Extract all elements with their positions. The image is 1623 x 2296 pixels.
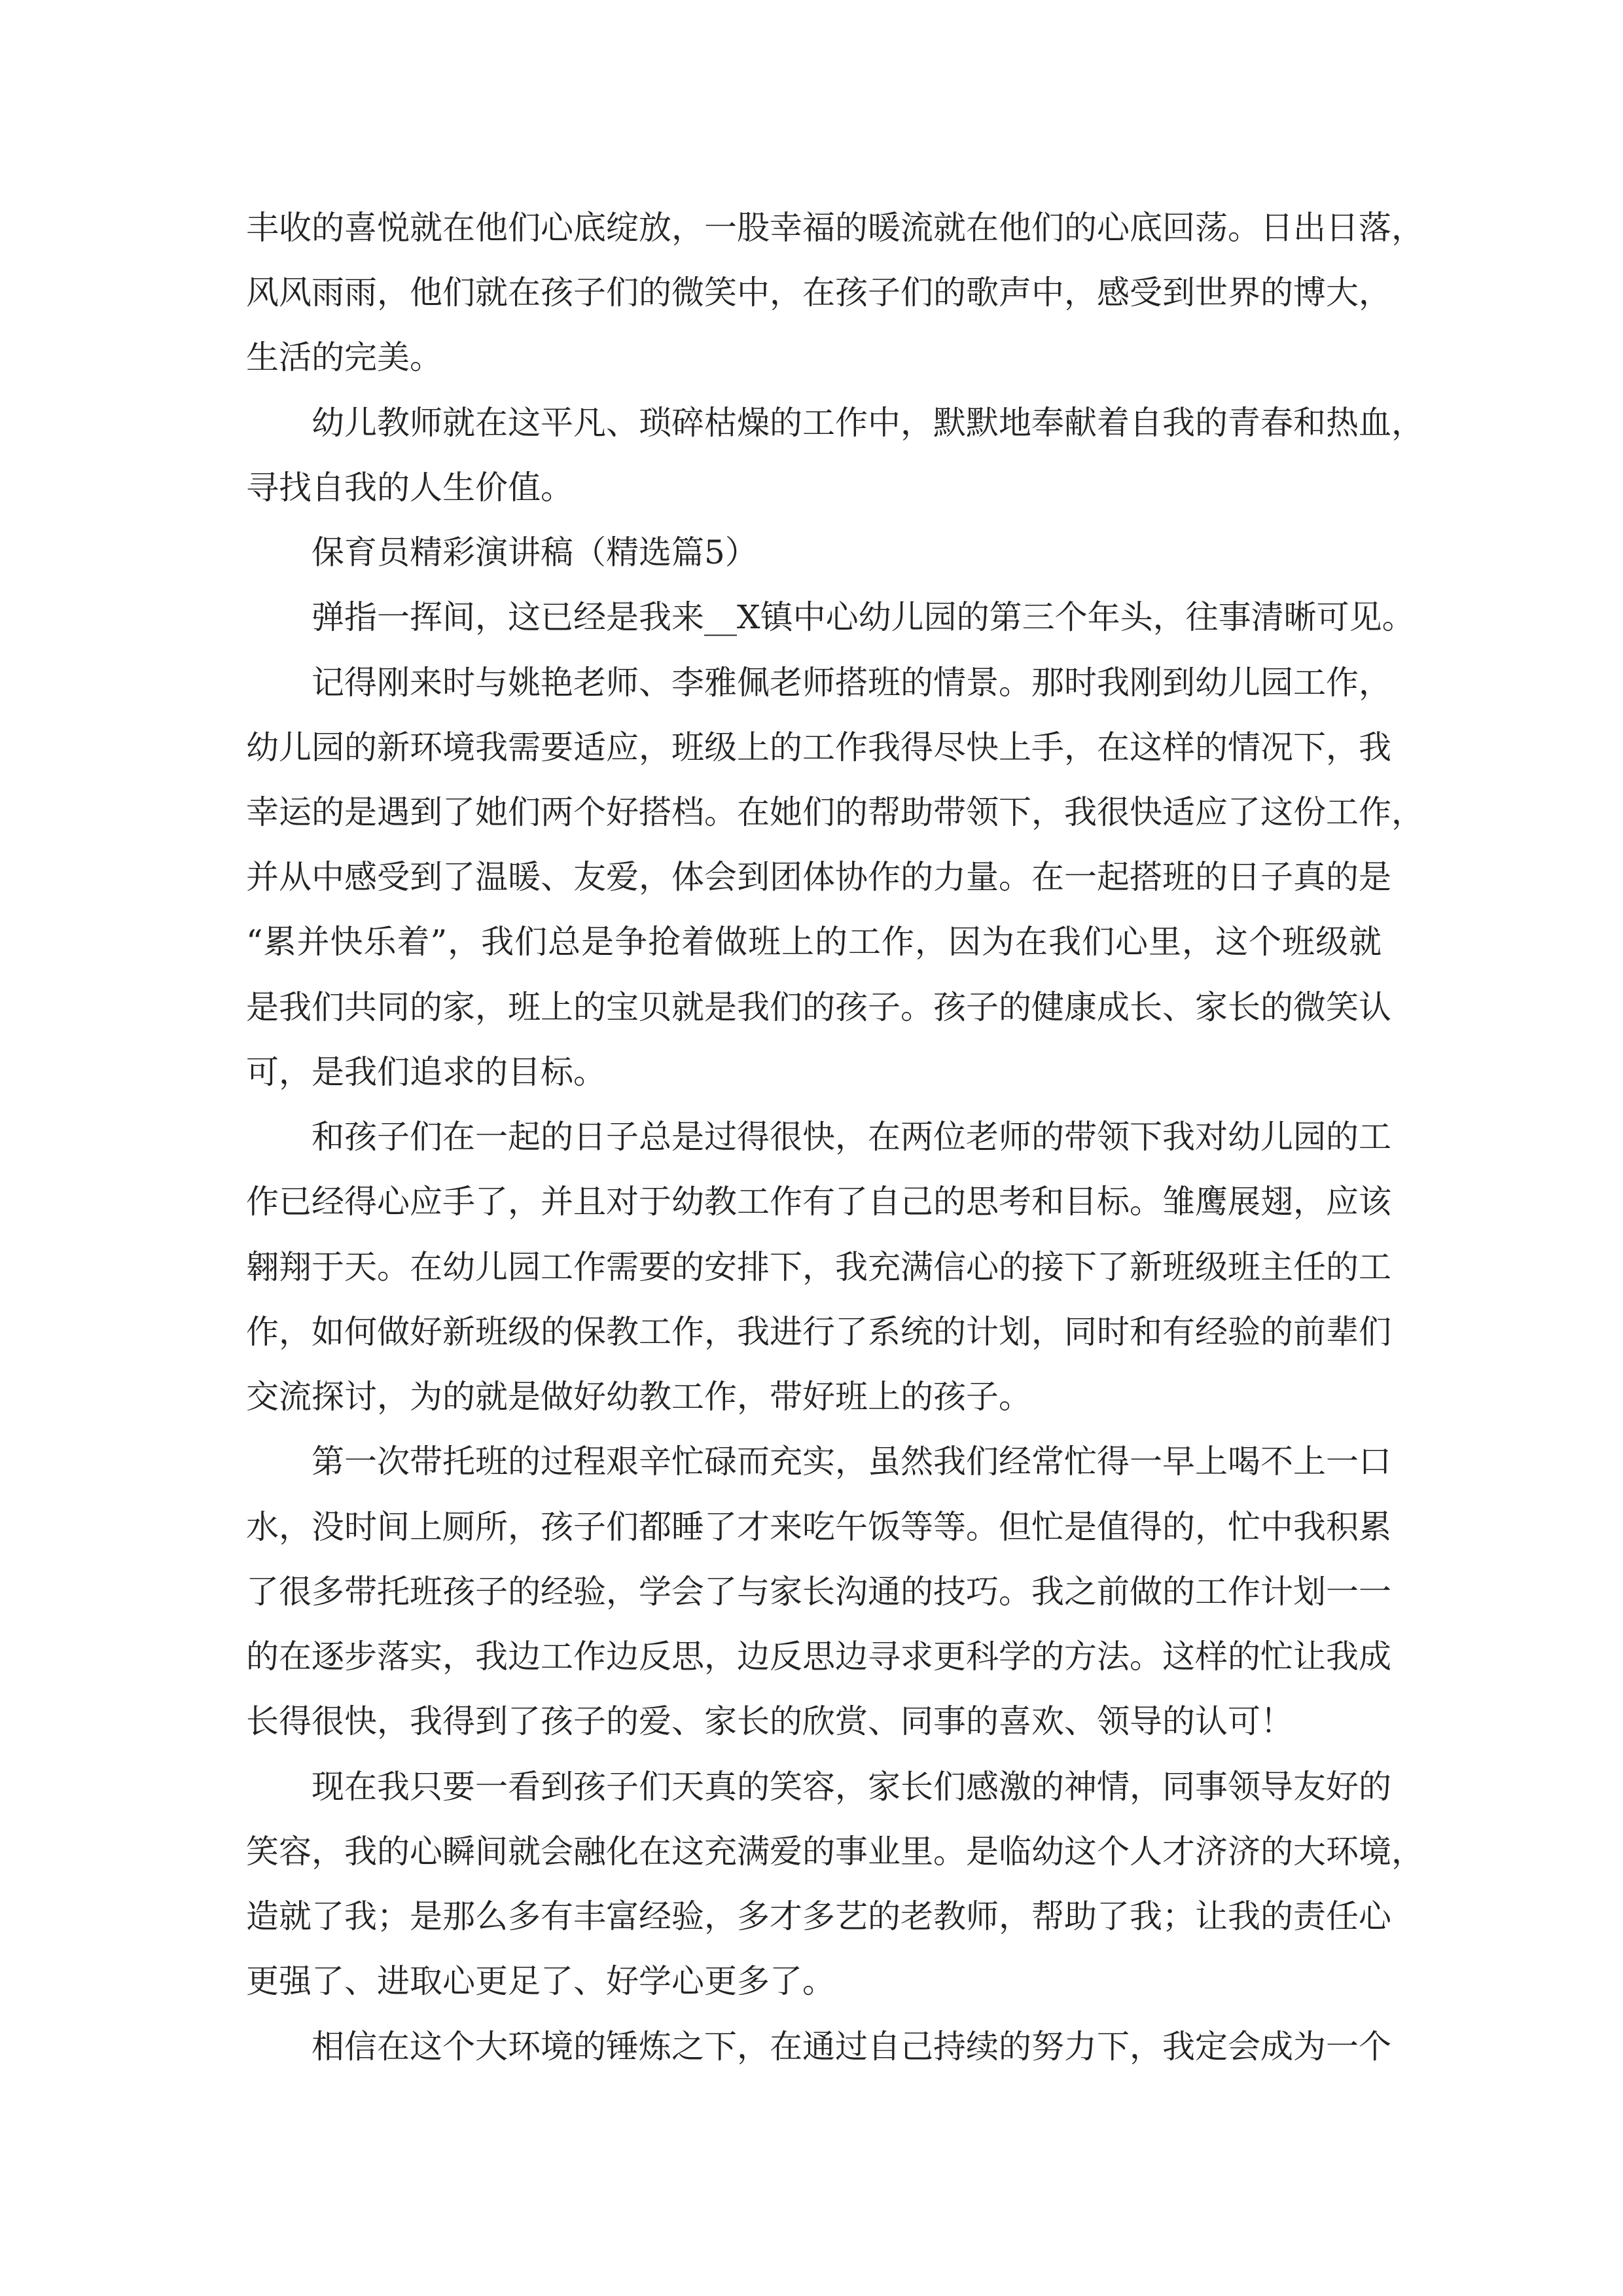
text-line: 记得刚来时与姚艳老师、李雅佩老师搭班的情景。那时我刚到幼儿园工作， xyxy=(312,664,1391,702)
text-line: 第一次带托班的过程艰辛忙碌而充实，虽然我们经常忙得一早上喝不上一口 xyxy=(312,1443,1391,1480)
text-line: 造就了我；是那么多有丰富经验，多才多艺的老教师，帮助了我；让我的责任心 xyxy=(246,1897,1391,1935)
text-line: 现在我只要一看到孩子们天真的笑容，家长们感激的神情，同事领导友好的 xyxy=(312,1768,1391,1806)
text-line: 幸运的是遇到了她们两个好搭档。在她们的帮助带领下，我很快适应了这份工作， xyxy=(246,793,1424,831)
text-line: 幼儿教师就在这平凡、琐碎枯燥的工作中，默默地奉献着自我的青春和热血， xyxy=(312,404,1424,442)
text-line: 长得很快，我得到了孩子的爱、家长的欣赏、同事的喜欢、领导的认可！ xyxy=(246,1702,1293,1740)
text-line: 相信在这个大环境的锤炼之下，在通过自己持续的努力下，我定会成为一个 xyxy=(312,2028,1391,2066)
text-line: 寻找自我的人生价值。 xyxy=(246,469,573,507)
text-line: 的在逐步落实，我边工作边反思，边反思边寻求更科学的方法。这样的忙让我成 xyxy=(246,1638,1391,1676)
text-line: 弹指一挥间，这已经是我来__X镇中心幼儿园的第三个年头，往事清晰可见。 xyxy=(312,598,1415,636)
text-line: 笑容，我的心瞬间就会融化在这充满爱的事业里。是临幼这个人才济济的大环境， xyxy=(246,1833,1424,1871)
text-line: 是我们共同的家，班上的宝贝就是我们的孩子。孩子的健康成长、家长的微笑认 xyxy=(246,988,1391,1026)
text-line: 作，如何做好新班级的保教工作，我进行了系统的计划，同时和有经验的前辈们 xyxy=(246,1313,1391,1351)
section-heading: 保育员精彩演讲稿（精选篇5） xyxy=(312,533,758,571)
text-line: 交流探讨，为的就是做好幼教工作，带好班上的孩子。 xyxy=(246,1378,1031,1416)
text-line: 更强了、进取心更足了、好学心更多了。 xyxy=(246,1962,835,2000)
text-line: 了很多带托班孩子的经验，学会了与家长沟通的技巧。我之前做的工作计划一一 xyxy=(246,1573,1391,1611)
text-line: 风风雨雨，他们就在孩子们的微笑中，在孩子们的歌声中，感受到世界的博大， xyxy=(246,274,1391,312)
text-line: “累并快乐着”，我们总是争抢着做班上的工作，因为在我们心里，这个班级就 xyxy=(246,923,1382,961)
text-line: 幼儿园的新环境我需要适应，班级上的工作我得尽快上手，在这样的情况下，我 xyxy=(246,728,1391,766)
text-line: 作已经得心应手了，并且对于幼教工作有了自己的思考和目标。雏鹰展翅，应该 xyxy=(246,1183,1391,1221)
text-line: 翱翔于天。在幼儿园工作需要的安排下，我充满信心的接下了新班级班主任的工 xyxy=(246,1248,1391,1286)
text-line: 丰收的喜悦就在他们心底绽放，一股幸福的暖流就在他们的心底回荡。日出日落， xyxy=(246,209,1424,247)
text-line: 可，是我们追求的目标。 xyxy=(246,1053,606,1091)
text-line: 并从中感受到了温暖、友爱，体会到团体协作的力量。在一起搭班的日子真的是 xyxy=(246,858,1391,896)
text-line: 生活的完美。 xyxy=(246,338,442,376)
text-line: 和孩子们在一起的日子总是过得很快，在两位老师的带领下我对幼儿园的工 xyxy=(312,1118,1391,1156)
text-line: 水，没时间上厕所，孩子们都睡了才来吃午饭等等。但忙是值得的，忙中我积累 xyxy=(246,1508,1391,1546)
